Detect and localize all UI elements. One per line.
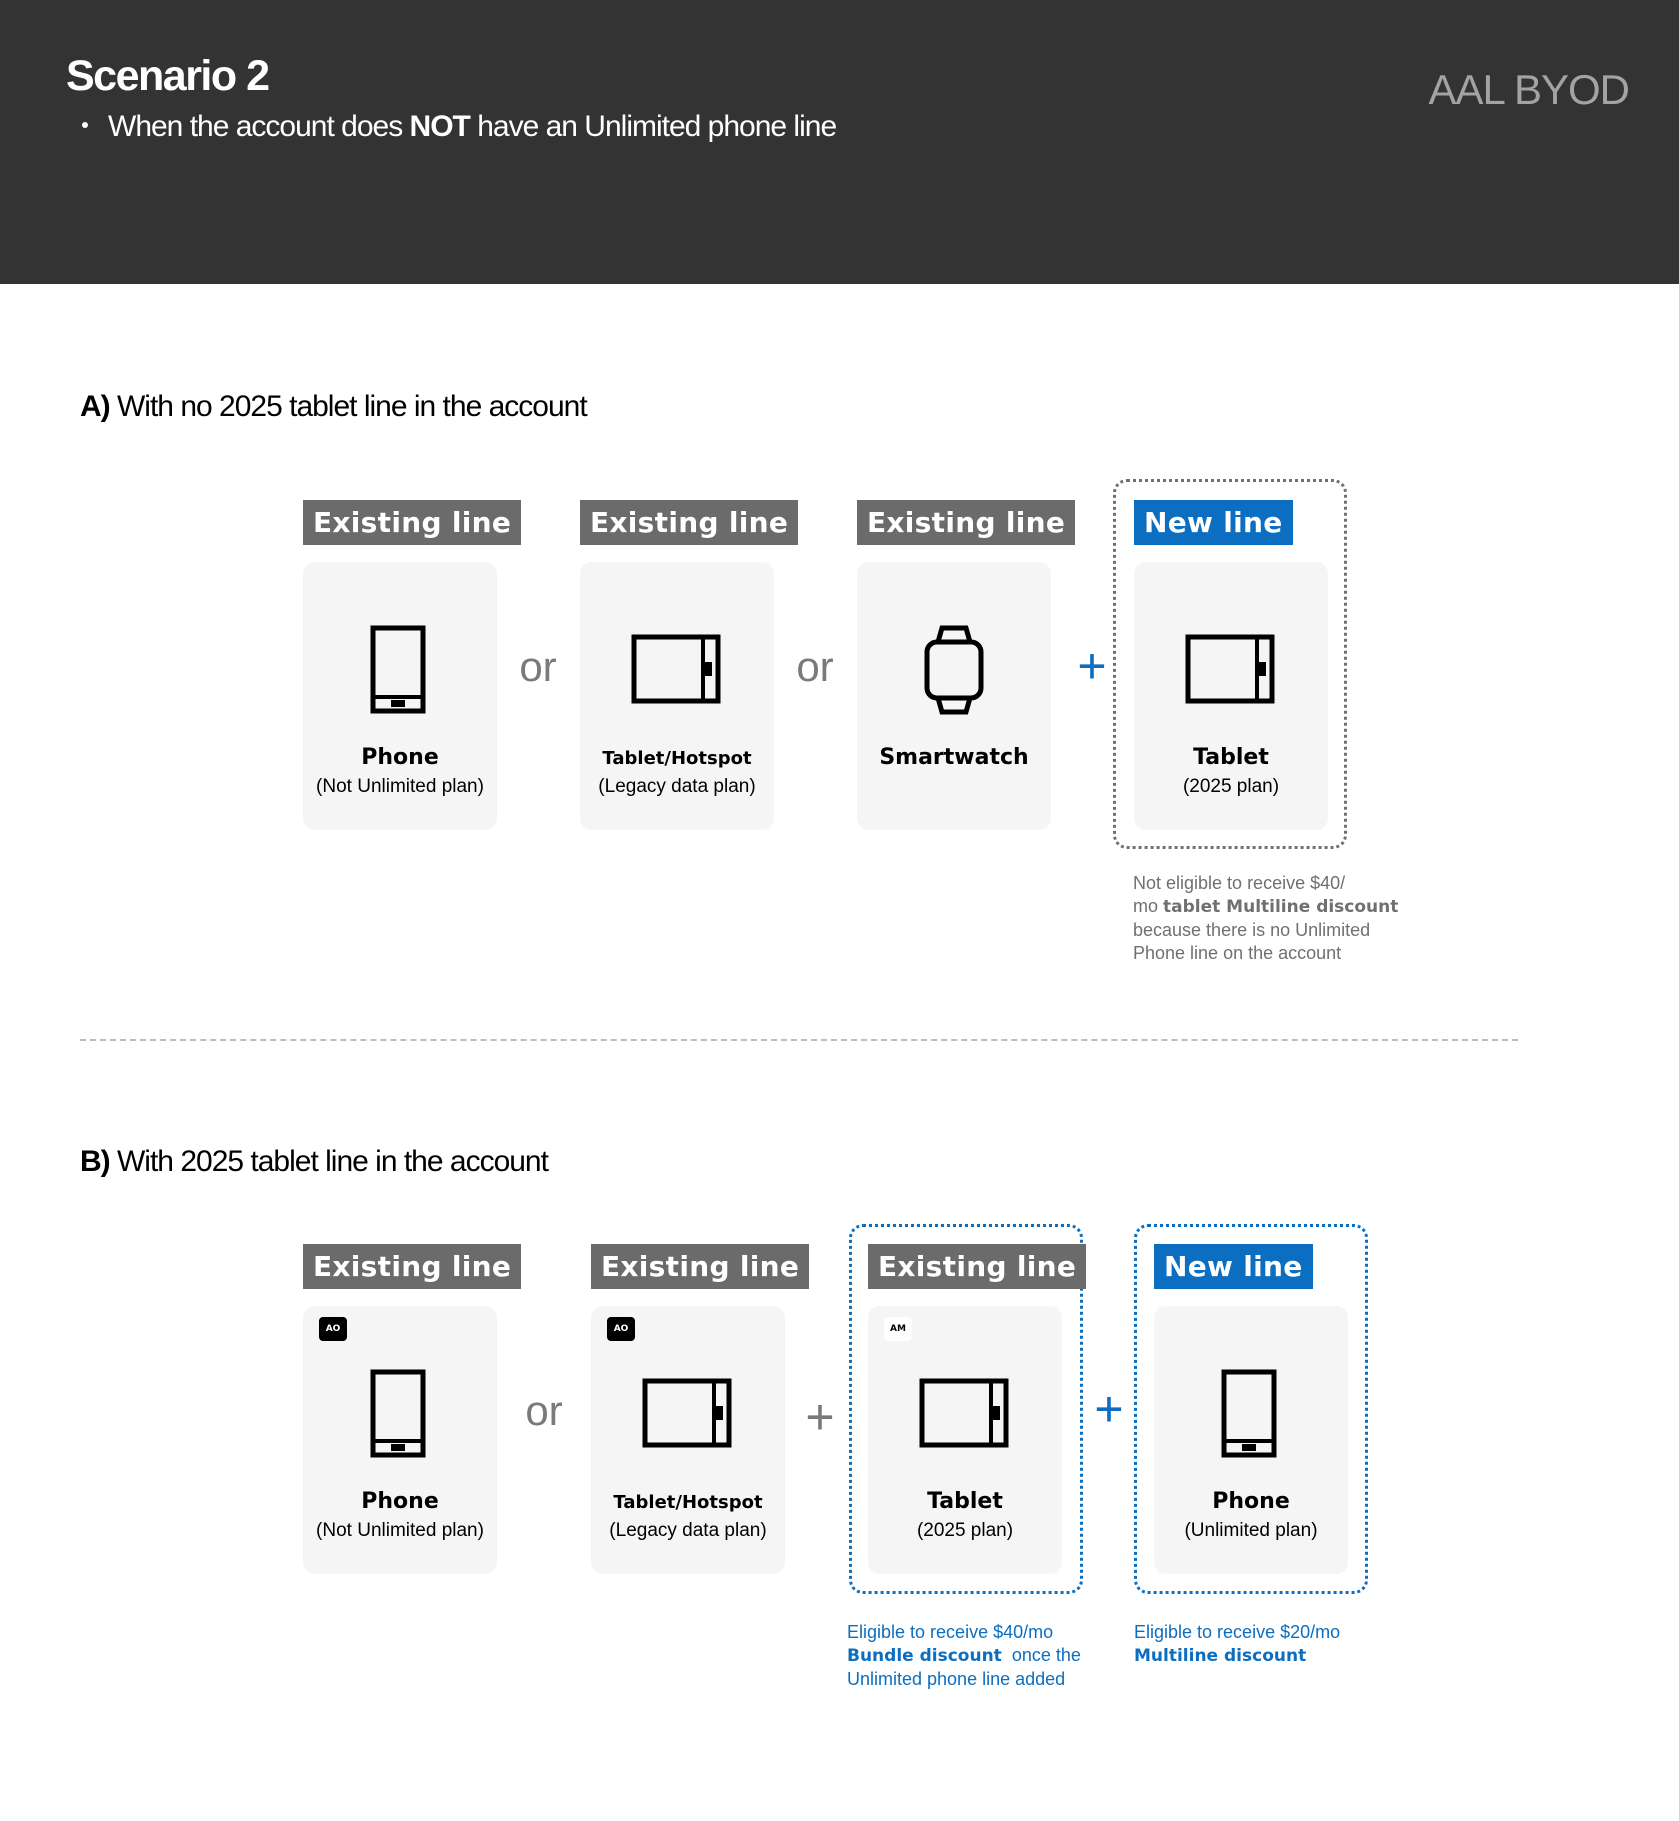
badge-existing-line: Existing line: [591, 1244, 809, 1289]
note-line: because there is no Unlimited: [1133, 920, 1371, 940]
device-name: Phone: [361, 745, 439, 770]
note-line: [847, 1644, 1117, 1668]
or-operator: or: [519, 643, 557, 690]
note-text: once the: [1001, 1645, 1081, 1665]
tablet-icon: [591, 1366, 785, 1462]
card-tablet-hotspot: [580, 562, 774, 830]
section-a-title-text: With no 2025 tablet line in the account: [109, 390, 587, 423]
note-line: [1133, 895, 1413, 919]
card-phone: [1154, 1306, 1348, 1574]
bullet-dot: [82, 122, 88, 128]
note-line: Not eligible to receive $40/: [1133, 873, 1346, 893]
badge-existing-line: Existing line: [303, 500, 521, 545]
note-line: Unlimited phone line added: [847, 1669, 1066, 1689]
tablet-icon: [580, 622, 774, 718]
eligibility-note: [1133, 872, 1413, 965]
card-phone: [303, 562, 497, 830]
header-bullet: [82, 110, 836, 144]
device-name: Phone: [1212, 1489, 1290, 1514]
phone-icon: [303, 622, 497, 718]
plus-operator: +: [805, 1389, 835, 1445]
bundle-discount-note: [847, 1621, 1117, 1691]
section-b-label: B): [80, 1145, 110, 1178]
device-plan: (Legacy data plan): [609, 1520, 767, 1541]
device-plan: (Unlimited plan): [1184, 1520, 1318, 1541]
device-name: Tablet: [927, 1489, 1003, 1514]
card-smartwatch: [857, 562, 1051, 830]
device-name: Tablet/Hotspot: [613, 1492, 763, 1513]
section-b-title-text: With 2025 tablet line in the account: [109, 1145, 548, 1178]
note-text: mo: [1133, 896, 1164, 916]
note-line: Eligible to receive $20/mo: [1134, 1622, 1341, 1642]
tablet-icon: [868, 1366, 1062, 1462]
note-line: Phone line on the account: [1133, 943, 1342, 963]
multiline-discount-note: [1134, 1621, 1394, 1668]
badge-new-line: New line: [1134, 500, 1293, 545]
device-plan: (2025 plan): [916, 1520, 1014, 1541]
plus-operator: +: [1094, 1381, 1124, 1437]
note-line: [1134, 1644, 1394, 1668]
device-plan: (2025 plan): [1182, 776, 1280, 797]
section-b-title: [80, 1145, 548, 1179]
bullet-text-bold: NOT: [409, 110, 470, 143]
note-line: Eligible to receive $40/mo: [847, 1622, 1054, 1642]
chip-am: AM: [884, 1317, 912, 1341]
chip-ao: AO: [319, 1317, 347, 1341]
or-operator: or: [796, 643, 834, 690]
plus-operator: +: [1077, 638, 1107, 694]
chip-ao: AO: [607, 1317, 635, 1341]
badge-existing-line: Existing line: [580, 500, 798, 545]
phone-icon: [1154, 1366, 1348, 1462]
card-tablet-hotspot: [591, 1306, 785, 1574]
or-operator: or: [525, 1387, 563, 1434]
bullet-text-suffix: have an Unlimited phone line: [469, 110, 837, 143]
tablet-icon: [1134, 622, 1328, 718]
page-title: Scenario 2: [66, 52, 269, 100]
device-name: Tablet: [1193, 745, 1269, 770]
header-tag: AAL BYOD: [1428, 66, 1629, 113]
device-plan: (Not Unlimited plan): [316, 1520, 484, 1541]
device-plan: (Legacy data plan): [598, 776, 756, 797]
card-tablet: [1134, 562, 1328, 830]
section-divider: [80, 1039, 1518, 1041]
badge-existing-line: Existing line: [857, 500, 1075, 545]
device-name: Smartwatch: [879, 745, 1029, 770]
phone-icon: [303, 1366, 497, 1462]
note-bold: Multiline discount: [1134, 1646, 1307, 1666]
section-a-title: [80, 390, 587, 424]
note-bold: tablet Multiline discount: [1163, 897, 1399, 917]
device-name: Tablet/Hotspot: [602, 748, 752, 769]
header-banner: [0, 0, 1679, 284]
smartwatch-icon: [857, 622, 1051, 718]
badge-existing-line: Existing line: [303, 1244, 521, 1289]
badge-new-line: New line: [1154, 1244, 1313, 1289]
card-tablet: [868, 1306, 1062, 1574]
section-a-label: A): [80, 390, 110, 423]
badge-existing-line: Existing line: [868, 1244, 1086, 1289]
note-bold: Bundle discount: [847, 1646, 1002, 1666]
card-phone: [303, 1306, 497, 1574]
device-plan: (Not Unlimited plan): [316, 776, 484, 797]
device-name: Phone: [361, 1489, 439, 1514]
bullet-text-prefix: When the account does: [108, 110, 410, 143]
